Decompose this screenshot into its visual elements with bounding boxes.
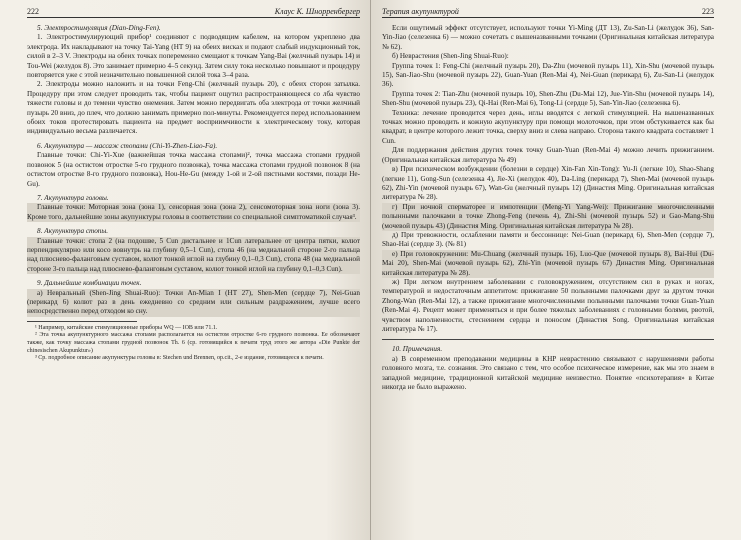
paragraph: Если ощутимый эффект отсутствует, используют точки Yi-Ming (ДТ 13), Zu-San-Li (желудок 36), San-Yin-Jiao (селезенка 6) — можно сочетать с вышеназванными точками (Оригинальная китайская литература № 62). bbox=[382, 24, 714, 51]
paragraph: в) При психическом возбуждении (болезни в сердце) Xin-Fan Xin-Tong): Yu-Ji (легкие 10), Shao-Shang (легкие 11), Gong-Sun (селезенка 4), Jie-Xi (желудок 40), Da-Ling (перикард 7), Shen-Mai (мочевой пузырь 62), Zhi-Yin (мочевой пузырь 67), Wan-Gu (желчный пузырь 12) (Династия Ming. Оригинальная китайская литература № 28). bbox=[382, 165, 714, 202]
paragraph: а) Невральный (Shen-Jing Shuai-Ruo): Точки An-Mian I (НТ 27), Shen-Men (сердце 7), Nei-Guan (перикард 6) колют раз в день ежедневно со средним или сильным раздражением, лучше всего непосредственно перед отходом ко сну. bbox=[27, 288, 360, 316]
paragraph: Группа точек 1: Feng-Chi (желчный пузырь 20), Da-Zhu (мочевой пузырь 11), Xin-Shu (мочевой пузырь 15), San-Jiao-Shu (мочевой пузырь 22), Guan-Yuan (Ren-Mai 4), Nei-Guan (перикард 6), Zu-San-Li (желудок 36). bbox=[382, 61, 714, 89]
paragraph: Группа точек 2: Tian-Zhu (мочевой пузырь 10), Shen-Zhu (Du-Mai 12), Jue-Yin-Shu (мочевой пузырь 14), Shen-Shu (мочевой пузырь 23), Qi-Hai (Ren-Mai 6), Tong-Li (сердце 5), San-Yin-Jiao (селезенка 6). bbox=[382, 89, 714, 108]
paragraph: Для поддержания действия других точек точку Guan-Yuan (Ren-Mai 4) можно лечить прижиганием. (Оригинальная китайская литература № 49) bbox=[382, 146, 714, 164]
section-electrostimulation-heading: 5. Электростимуляция (Dian-Ding-Fen). bbox=[37, 24, 161, 32]
section-foot-massage-heading: 6. Акупунктура — массаж стопами (Chi-Yi-Zhen-Liao-Fa). bbox=[37, 141, 218, 150]
paragraph: Главные точки: стопа 2 (на подошве, 5 Cun дистальнее и 1Cun латеральнее от центра пятки, колют перпендикулярно или косо вовнутрь на глубину 0,5–1 Cun), стопа 46 (на медиальной стороне 2-го пальца над плюснево-фаланговым суставом, колют тонкой иглой на глубину 0,1–0,3 Cun), стопа 48 (на медиальной стороне 3-го пальца над плюснево-фаланговым суставом, колют тонкой иглой на глубину 0,1–0,3 Cun). bbox=[27, 236, 360, 273]
running-header-right bbox=[382, 7, 714, 18]
running-header-left bbox=[27, 7, 360, 18]
paragraph: ж) При легком внутреннем заболевании с головокружением, отсутствием сил в руках и ногах, температурой и недостаточным аппетитом: прижигание 50 полынными палочками друг за другом точки Zhong-Wan (Ren-Mai 12), а также прижигание многочисленными полынными палочками точки Guan-Yuan (Ren-Mai 4). Рецепт может применяться и при более тяжелых заболеваниях с головными болями, рвотой, чувством наполненности, стеснением сердца и поносом (Династия Song. Оригинальная китайская литература № 17). bbox=[382, 277, 714, 333]
paragraph: г) При ночной сперматорее и импотенции (Meng-Yi Yang-Wei): Прижигание многочисленными полынными палочками в точке Zhong-Feng (печень 4), Zhi-Shi (мочевой пузырь 52) и Gao-Mang-Shu (мочевой пузырь 43) (Династия Ming. Оригинальная китайская литература № 28). bbox=[382, 202, 714, 230]
paragraph: 1. Электростимулирующий прибор¹ соединяют с подводящим кабелем, на котором укреплено два электрода. Их накладывают на точку Tai-Yang (НТ 9) на обеих висках и подают слабый индукционный ток, силой в 2–3 V. Электроды на обеих точках попеременно смещают к точкам Yang-Bai (желчный пузырь 14) и Tou-Wei (желудок 8). Это занимает примерно 4–5 секунд. Затем силу тока несколько повышают и процедуру повторяется уже с этой незначительно повышенной силой тока 3–4 раза. bbox=[27, 33, 360, 80]
subsection-heading: б) Неврастения (Shen-Jing Shuai-Ruo): bbox=[392, 52, 509, 61]
section-combinations-heading: 9. Дальнейшие комбинации точек. bbox=[37, 279, 142, 288]
footnote-divider bbox=[27, 321, 137, 322]
page-number-right: 223 bbox=[702, 7, 714, 16]
right-page bbox=[371, 0, 741, 540]
running-head-right: Терапия акупунктурой bbox=[382, 7, 459, 16]
section-notes-heading: 10. Примечания. bbox=[392, 345, 443, 354]
paragraph: а) В современном преподавании медицины в КНР неврастению связывают с нарушениями работы головного мозга, т.е. сознания. Это связано с тем, что особое психическое измерение, как мы это знаем в западной медицине, традиционной китайской медицине неизвестно. Понятие «психотерапия» в Китае никогда не было выражено. bbox=[382, 354, 714, 392]
section-divider bbox=[382, 339, 714, 340]
left-page bbox=[0, 0, 370, 540]
paragraph: Техника: лечение проводится через день, иглы вводятся с легкой стимуляцией. На вышеназванных точках можно проводить и кожную акупунктуру при помощи молоточков, при этом обстукивается как бы квадрат, в центре которого лежит точка, сверху вниз и слева направо. Сторона такого квадрата составляет 1 Cun. bbox=[382, 108, 714, 145]
paragraph: е) При головокружении: Mu-Chuang (желчный пузырь 16), Luo-Que (мочевой пузырь 8), Bai-Hui (Du-Mai 20), Shen-Mai (мочевой пузырь 62), Zhi-Yin (мочевой пузырь 67) Династия Ming. Оригинальная китайская литература № 28). bbox=[382, 249, 714, 277]
paragraph: д) При тревожности, ослаблении памяти и бессоннице: Nei-Guan (перикард 6), Shen-Men (сердце 7), Shao-Hai (сердце 3). (№ 81) bbox=[382, 230, 714, 249]
footnote: ² Эта точка акупунктурного массажа стопами располагается на остистом отростке 6-го грудного позвонка. Ее обозначают также, как точку массажа стопами грудной позвонок Th. 6 (ср. готовящийся к печати труд этого же автора «Die Punkte der chinesischen Akupunktur») bbox=[27, 332, 360, 354]
paragraph: 2. Электроды можно наложить и на точки Feng-Chi (желчный пузырь 20), с обеих сторон затылка. Процедуру при этом следует проводить так, чтобы пациент ощутил распространяющееся со лба чувство тяжести головы и до темени чувство онемения. Затем можно передвигать оба электрода от точки желчный пузырь 20 вниз, до плеч, что должно занимать примерно пол-минуты. Рекомендуется перед использованием обоих токов протестировать пациента на предмет восприимчивости к электрическому току, которая индивидуально весьма различается. bbox=[27, 80, 360, 136]
running-head-left: Клаус К. Шнорренбергер bbox=[274, 7, 360, 16]
section-head-acupuncture-heading: 7. Акупунктура головы. bbox=[37, 193, 109, 202]
page-number-left: 222 bbox=[27, 7, 39, 16]
paragraph: Главные точки: Chi-Yi-Xue (важнейшая точка массажа стопами)², точка массажа стопами грудной позвонок 5 (на остистом отростке 5-го грудного позвонка), точка массажа стопами грудной позвонок 8 (на остистом отростке 8-го грудного позвонка), Hou-He-Gu (между 1-ой и 2-ой пястными костями, позади He-Gu). bbox=[27, 151, 360, 188]
paragraph: Главные точки: Моторная зона (зона 1), сенсорная зона (зона 2), сенсомоторная зона ноги (зона 3). Кроме того, дальнейшие зоны акупунктуры головы в соответствии со специальной симптоматикой случая³. bbox=[27, 203, 360, 221]
footnote: ¹ Например, китайские стимуляционные приборы WQ — IOВ или 71.1. bbox=[35, 324, 218, 331]
footnote: ³ Ср. подробное описание акупунктуры головы в: Stechen und Brennen, op.cit., 2-е издание, готовящееся к печати. bbox=[35, 355, 324, 362]
section-foot-acupuncture-heading: 8. Акупунктура стопы. bbox=[37, 227, 109, 236]
